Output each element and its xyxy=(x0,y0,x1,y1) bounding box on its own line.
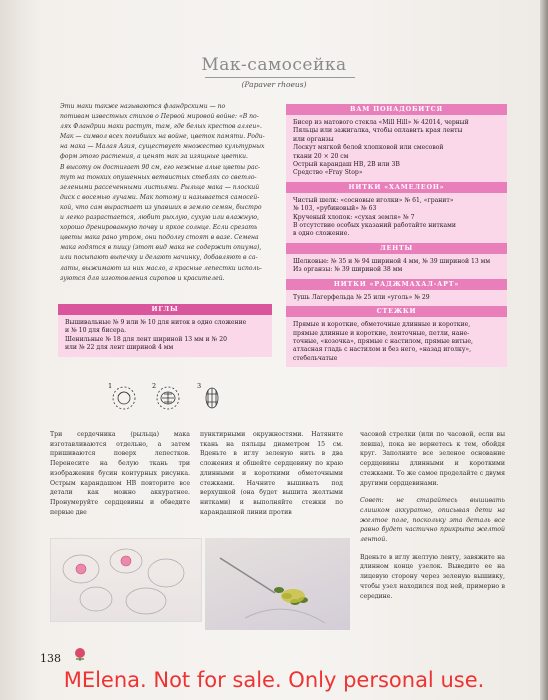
diagram-step-1 xyxy=(113,387,135,409)
intro-line: зелеными рассеченными листьями. Рыльце мака — плоский xyxy=(60,183,260,191)
intro-line: мака годятся в пищу (этот вид мака не содержит опиума), xyxy=(60,244,262,252)
poppy-sketch-drawing xyxy=(51,539,201,621)
instructions-column-3 xyxy=(360,430,505,601)
materials-section-body xyxy=(286,193,507,243)
materials-line: Пяльцы или зажигалка, чтобы оплавить края ленты xyxy=(293,127,463,135)
materials-line: прямые длинные и короткие, ленточные, петли, нане- xyxy=(293,329,470,337)
materials-line: точные, «козочка», прямые с настилом, прямые витые, xyxy=(293,337,473,345)
intro-line: потивам известных стихов о Первой мировой войне: «В по- xyxy=(60,113,259,121)
poppy-center-diagram xyxy=(110,372,255,422)
materials-section-body xyxy=(286,317,507,367)
needles-line: или № 22 для лент шириной 4 мм xyxy=(65,344,174,352)
page-title: Мак-самосейка xyxy=(201,55,347,75)
intro-line: Эти маки также называются фландрскими — по xyxy=(60,103,226,110)
step-number: 1 xyxy=(108,382,113,390)
intro-line: хорошо дренированную почву и яркое солнце. Если срезать xyxy=(60,224,258,232)
intro-line: и легко разрастается, любит рыхлую, сухую или влажную, xyxy=(60,214,259,222)
step-number: 3 xyxy=(197,382,202,390)
materials-line: Чистый шелк: «сосновые иголки» № 61, «гранит» xyxy=(293,196,454,204)
instructions-column-1: Три сердечника (рыльца) мака изготавливаются отдельно, а затем пришиваются поверх лепестков. Перенесите на белую ткань три изображения бусин контурных рисунка. Острым карандашом НВ повторите все детали как можно аккуратнее. Пронумеруйте сердцевины и обведите первые две xyxy=(50,431,190,516)
materials-line: Лоскут мягкой белой хлопковой или смесовой xyxy=(293,144,444,152)
intro-line: цветы мака рано утром, они подолгу стоят в вазе. Семена xyxy=(60,234,259,242)
intro-line: диск с восемью лучами. Мак потому и называется самосей- xyxy=(60,193,260,201)
materials-line: стебельчатые xyxy=(293,354,338,362)
materials-section-body xyxy=(286,254,507,279)
fabric-photo-sketch xyxy=(50,538,202,622)
needles-body xyxy=(58,315,272,357)
materials-line: Прямые и короткие, обметочные длинные и короткие, xyxy=(293,321,471,329)
materials-line: атласная гладь с настилом и без него, «назад иголку», xyxy=(293,346,472,354)
needles-line: и № 10 для бисера. xyxy=(65,327,127,335)
materials-line: Тушь Лагерфельда № 25 или «уголь» № 29 xyxy=(293,293,430,301)
materials-line: Бисер из матового стекла «Mill Hill» № 42014, черный xyxy=(293,119,469,126)
embroidery-in-progress xyxy=(205,538,350,630)
col3-text: часовой стрелки (или по часовой, если вы левша), пока не вернетесь к тем, обойдя круг. Заполните все зеленое основание сердцевины длинными и короткими стежками. То же самое проделайте с двумя другими сердцевинами. xyxy=(360,431,505,487)
intro-line: тут на тонких опушенных ветвистых стеблях со светло- xyxy=(60,173,257,181)
watermark-text: MElena. Not for sale. Only personal use. xyxy=(63,668,485,692)
materials-line: Острый карандаш НВ, 2В или 3В xyxy=(293,161,400,169)
materials-section-header: НИТКИ «РАДЖМАХАЛ-АРТ» xyxy=(286,279,507,290)
intro-text xyxy=(60,102,270,284)
embroidery-photo xyxy=(205,538,350,630)
materials-line: Средство «Fray Stop» xyxy=(293,169,363,177)
needles-box xyxy=(58,304,272,357)
step-number: 2 xyxy=(152,382,157,390)
materials-section-body xyxy=(286,290,507,306)
col3-tip: Совет: не старайтесь вышивать слишком аккуратно, описывая дети на желтое поле, поскольку эта деталь все равно будет частично прикрыта желтой лентой. xyxy=(360,497,505,544)
materials-box xyxy=(286,104,507,367)
needles-line: Вышивальные № 9 или № 10 для ниток в одно сложение xyxy=(65,319,247,326)
page-number: 138 xyxy=(40,652,61,665)
intro-line: латы, выжимают из них масло, а красные лепестки исполь- xyxy=(60,264,262,272)
materials-line: Крученый хлопок: «сухая земля» № 7 xyxy=(293,213,415,221)
intro-line: В высоту он достигает 90 см, его нежные алые цветы рас- xyxy=(60,163,261,171)
intro-line: или посыпают выпечку и делают начинку, добавляют в са- xyxy=(60,254,258,262)
materials-section-header: НИТКИ «ХАМЕЛЕОН» xyxy=(286,182,507,193)
materials-line: или органзы xyxy=(293,135,334,143)
materials-section-header: ВАМ ПОНАДОБИТСЯ xyxy=(286,104,507,115)
intro-line: Мак — символ всех погибших на войне, цветок памяти. Роди- xyxy=(60,133,265,141)
materials-section-header: СТЕЖКИ xyxy=(286,306,507,317)
materials-line: Шелковые: № 35 и № 94 шириной 4 мм, № 39 шириной 13 мм xyxy=(293,257,491,265)
materials-line: № 103, «рубиновый» № 63 xyxy=(293,205,377,213)
book-spine xyxy=(540,0,548,700)
title-rule xyxy=(205,77,355,78)
materials-line: В отсутствие особых указаний работайте нитками xyxy=(293,222,456,230)
intro-line: на мака — Малая Азия, существует множество культурных xyxy=(60,143,265,151)
materials-line: ткани 20 × 20 см xyxy=(293,152,349,160)
rose-icon xyxy=(70,647,90,661)
materials-section-header: ЛЕНТЫ xyxy=(286,243,507,254)
intro-line: зуются для изготовления сиропов и красителей. xyxy=(60,274,225,282)
intro-line: лях Фландрии маки растут, там, где белых крестов аллеи». xyxy=(60,123,262,131)
intro-line: форм этого растения, а ценят мак за изящные цветки. xyxy=(60,153,248,161)
materials-line: Из органзы: № 39 шириной 38 мм xyxy=(293,266,403,274)
instructions-column-2: пунктирными окружностями. Натяните ткань на пяльцы диаметром 15 см. Вденьте в иглу зеленую нить в два сложения и обшейте сердцевину по краю длинными и короткими обметочными стежками. Начните вышивать под верхушкой (она будет вышита желтыми нитками) и выполняйте стежки по карандашной линии против xyxy=(200,431,343,516)
diagram-step-2 xyxy=(157,387,179,409)
page-subtitle: (Papaver rhoeus) xyxy=(241,80,307,89)
intro-line: кой, что сам вырастает из упавших в землю семян, быстро xyxy=(60,203,262,211)
col3-after: Вденьте в иглу желтую ленту, завяжите на длинном конце узелок. Выведите ее на лицевую сторону через зеленую вышивку, чтобы узел находился под ней, примерно в середине. xyxy=(360,553,505,600)
needles-line: Шенильные № 18 для лент шириной 13 мм и № 20 xyxy=(65,335,227,343)
diagram-step-3 xyxy=(206,388,218,408)
materials-section-body xyxy=(286,115,507,182)
needles-header: ИГЛЫ xyxy=(58,304,272,315)
materials-line: в одно сложение. xyxy=(293,230,350,238)
